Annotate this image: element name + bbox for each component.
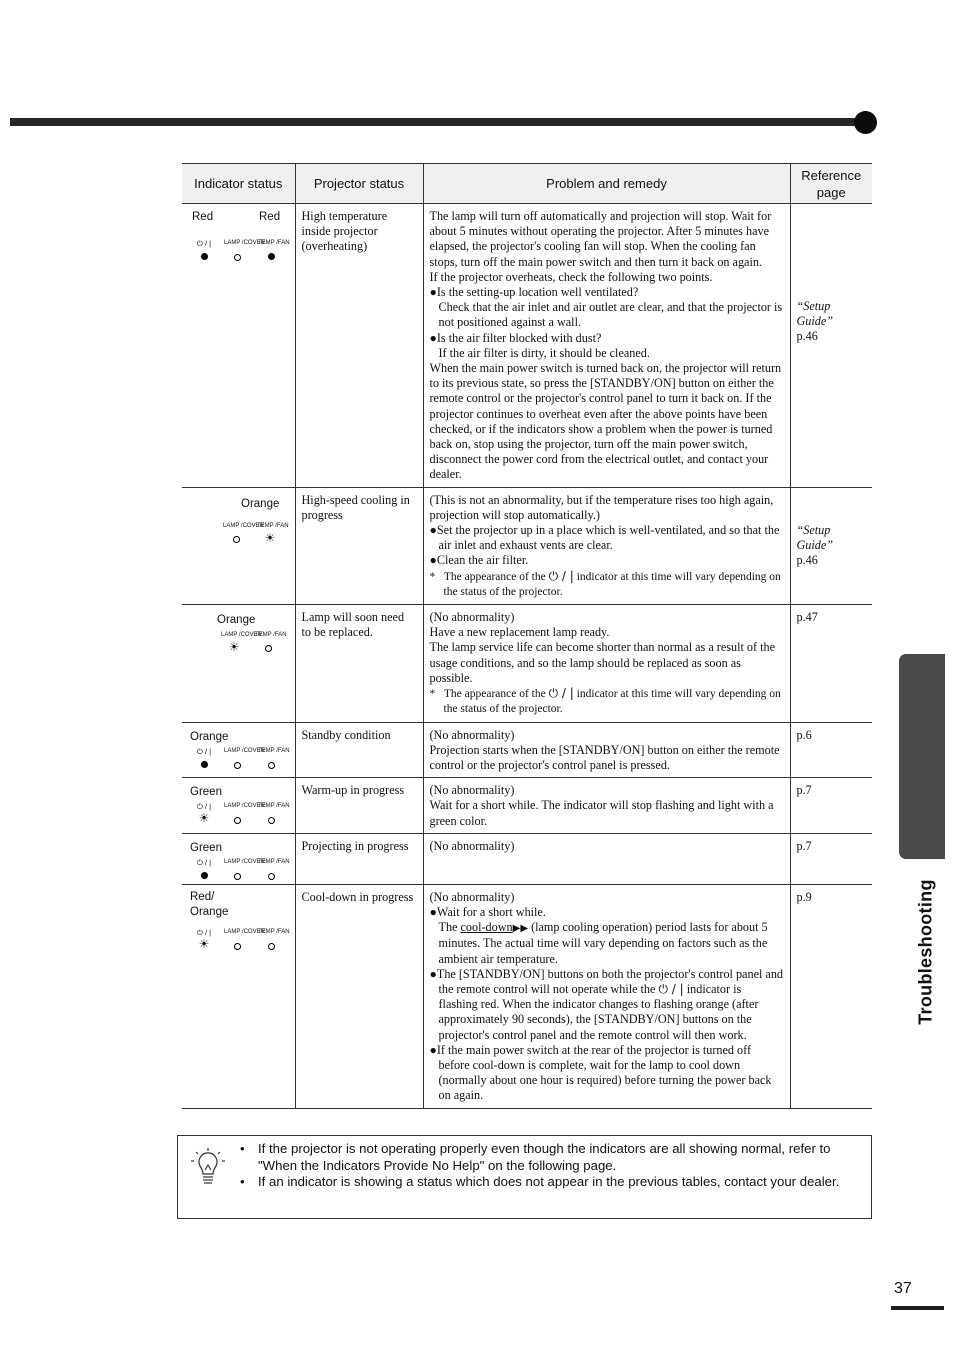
reference-page[interactable]: p.7	[796, 838, 812, 853]
indicator-color-left: Red	[192, 211, 214, 223]
temp-fan-indicator-icon: TEMP /FAN	[258, 928, 290, 935]
reference-guide-link[interactable]: “Setup Guide”	[796, 299, 834, 329]
remedy-bullet: ●Wait for a short while.	[429, 904, 546, 919]
remedy-cell	[423, 884, 790, 1108]
reference-cell	[790, 487, 872, 604]
indicator-cell	[182, 722, 295, 778]
reference-cell	[790, 884, 872, 1108]
section-tab-label: Troubleshooting	[915, 879, 936, 1025]
lamp-cover-indicator-icon: LAMP /COVER	[224, 803, 265, 810]
power-symbol-icon: ⏻ / |	[548, 686, 574, 701]
remedy-cell	[423, 722, 790, 778]
indicator-cell	[182, 778, 295, 834]
temp-fan-lamp-lit	[258, 252, 284, 263]
remedy-text: (No abnormality)	[429, 838, 515, 853]
remedy-bullet: ●The [STANDBY/ON] buttons on both the projector's control panel and the remote control will not operate while the ⏻ / | indicator is flashing red. When the indicator changes to flashing orange (after approximately 90 seconds), the [STANDBY/ON] buttons on the projector's control panel and the remote control will then work.	[429, 966, 784, 1042]
section-tab	[899, 654, 945, 859]
indicator-color: Orange	[217, 614, 256, 627]
power-indicator-icon: ⏻ / |	[196, 927, 212, 937]
reference-page[interactable]: p.9	[796, 889, 812, 904]
power-indicator-icon: ⏻ / |	[196, 746, 212, 756]
reference-cell	[790, 778, 872, 834]
temp-fan-lamp-off	[258, 872, 284, 883]
header-rule-dot	[854, 111, 877, 134]
temp-fan-lamp-off	[258, 816, 284, 827]
reference-page[interactable]: p.47	[796, 610, 818, 625]
remedy-text: (No abnormality)	[429, 610, 515, 625]
header-indicator-status: Indicator status	[182, 164, 295, 204]
power-lamp-flashing: ☀	[198, 811, 210, 826]
reference-page[interactable]: p.7	[796, 783, 812, 798]
remedy-text: The lamp service life can become shorter than normal as a result of the usage conditions, and so the lamp should be replaced as soon as possible.	[429, 640, 776, 685]
remedy-text: (No abnormality)	[429, 783, 515, 798]
remedy-cell	[423, 487, 790, 604]
lamp-cover-indicator-icon: LAMP /COVER	[224, 858, 265, 865]
reference-page[interactable]: p.6	[796, 727, 812, 742]
projector-status-cell: Projecting in progress	[295, 833, 423, 884]
temp-fan-indicator-icon: TEMP /FAN	[258, 803, 290, 810]
projector-status-cell: Cool-down in progress	[295, 884, 423, 1108]
indicator-cell	[182, 204, 295, 488]
temp-fan-indicator-icon: TEMP /FAN	[257, 522, 289, 529]
reference-cell	[790, 833, 872, 884]
indicator-cell	[182, 884, 295, 1108]
projector-status-cell: Lamp will soon need to be replaced.	[295, 605, 423, 722]
temp-fan-indicator-icon: TEMP /FAN	[258, 240, 290, 246]
temp-fan-lamp-off	[258, 761, 284, 772]
remedy-note: * The appearance of the ⏻ / | indicator at this time will vary depending on the status of the projector.	[429, 568, 781, 598]
lamp-cover-lamp-off	[224, 942, 250, 953]
remedy-cell	[423, 833, 790, 884]
remedy-text: Projection starts when the [STANDBY/ON] button on either the remote control or the projector's control panel is pressed.	[429, 742, 780, 772]
lamp-cover-indicator-icon: LAMP /COVER	[224, 928, 265, 935]
glossary-link-cool-down[interactable]: cool-down	[460, 920, 513, 935]
projector-status-cell: Warm-up in progress	[295, 778, 423, 834]
remedy-cell	[423, 778, 790, 834]
projector-status-cell: High temperature inside projector (overheating)	[295, 204, 423, 488]
temp-fan-indicator-icon: TEMP /FAN	[258, 858, 290, 865]
indicator-color-right: Orange	[241, 497, 280, 510]
table-row	[182, 204, 872, 488]
power-symbol-icon: ⏻ / |	[548, 568, 574, 583]
temp-fan-lamp-off	[255, 644, 281, 655]
remedy-cell	[423, 605, 790, 722]
tip-box	[177, 1135, 872, 1219]
remedy-text: (This is not an abnormality, but if the temperature rises too high again, projection will stop automatically.)	[429, 492, 774, 522]
lightbulb-tip-icon	[188, 1146, 228, 1196]
indicator-cell	[182, 605, 295, 722]
table-row	[182, 884, 872, 1108]
remedy-bullet-detail: The cool-down▶▶ (lamp cooling operation) period lasts for about 5 minutes. The actual time will vary depending on factors such as the ambient air temperature.	[438, 920, 768, 966]
remedy-bullet: ●Is the air filter blocked with dust?	[429, 330, 602, 345]
table-header-row	[182, 164, 872, 204]
lamp-cover-lamp-off	[224, 253, 250, 264]
power-lamp-flashing: ☀	[198, 936, 210, 951]
remedy-text: Have a new replacement lamp ready.	[429, 625, 610, 640]
lamp-cover-indicator-icon: LAMP /COVER	[224, 747, 265, 754]
indicator-color: Orange	[190, 730, 229, 743]
lamp-cover-indicator-icon: LAMP /COVER	[221, 632, 262, 639]
remedy-bullet-detail: Check that the air inlet and air outlet are clear, and that the projector is not positioned against a wall.	[438, 300, 783, 330]
lamp-cover-lamp-off	[223, 535, 249, 546]
remedy-bullet: ●If the main power switch at the rear of the projector is turned off before cool-down is complete, wait for the lamp to cool down (normally about one hour is required) before turning the power back on again.	[429, 1042, 772, 1103]
remedy-bullet: ●Is the setting-up location well ventilated?	[429, 285, 639, 300]
page-number: 37	[894, 1280, 912, 1297]
reference-page[interactable]: p.46	[796, 553, 818, 568]
remedy-text: When the main power switch is turned back on, the projector will return to its previous state, so press the [STANDBY/ON] button on either the remote control or the projector's control panel to turn it back on. If the projector continues to overheat even after the above points have been checked, or if the indicators show a problem when the power is turned back on, stop using the projector, turn off the main power switch, disconnect the power cord from the electrical outlet, and contact your dealer.	[429, 361, 782, 482]
indicator-cell	[182, 487, 295, 604]
temp-fan-lamp-off	[258, 942, 284, 953]
remedy-cell	[423, 204, 790, 488]
remedy-bullet-detail: If the air filter is dirty, it should be cleaned.	[438, 345, 650, 360]
glossary-arrow-icon: ▶▶	[512, 923, 529, 935]
header-rule	[10, 118, 868, 126]
power-indicator-icon: ⏻ / |	[196, 802, 212, 812]
projector-status-cell: High-speed cooling in progress	[295, 487, 423, 604]
reference-cell	[790, 605, 872, 722]
temp-fan-indicator-icon: TEMP /FAN	[255, 632, 287, 639]
reference-cell	[790, 722, 872, 778]
lamp-cover-lamp-off	[224, 816, 250, 827]
reference-guide-link[interactable]: “Setup Guide”	[796, 522, 834, 552]
power-lamp-lit	[191, 252, 217, 263]
header-reference-page: Reference page	[790, 164, 872, 204]
table-row	[182, 722, 872, 778]
temp-fan-indicator-icon: TEMP /FAN	[258, 747, 290, 754]
indicator-color: Green	[190, 841, 222, 854]
power-lamp-lit	[191, 871, 217, 882]
projector-status-cell: Standby condition	[295, 722, 423, 778]
table-row	[182, 487, 872, 604]
power-symbol-icon: ⏻ / |	[658, 981, 684, 996]
remedy-note: * The appearance of the ⏻ / | indicator at this time will vary depending on the status of the projector.	[429, 686, 781, 716]
indicator-color-right: Red	[259, 211, 281, 223]
reference-page[interactable]: p.46	[796, 329, 818, 344]
remedy-text: Wait for a short while. The indicator will stop flashing and light with a green color.	[429, 798, 774, 828]
tip-item: • If the projector is not operating properly even though the indicators are all showing normal, refer to "When the Indicators Provide No Help" on the following page.	[240, 1141, 831, 1173]
indicator-cell	[182, 833, 295, 884]
tip-list	[240, 1141, 862, 1191]
indicator-color: Green	[190, 786, 222, 799]
header-projector-status: Projector status	[295, 164, 423, 204]
table-row	[182, 778, 872, 834]
lamp-cover-lamp-off	[224, 761, 250, 772]
remedy-bullet: ●Set the projector up in a place which is well-ventilated, and so that the air inlet and exhaust vents are clear.	[429, 523, 780, 553]
remedy-text: (No abnormality)	[429, 889, 515, 904]
indicator-color: Red/ Orange	[190, 890, 229, 918]
table-row	[182, 605, 872, 722]
remedy-bullet: ●Clean the air filter.	[429, 553, 529, 568]
remedy-text: If the projector overheats, check the following two points.	[429, 269, 713, 284]
tip-item: • If an indicator is showing a status which does not appear in the previous tables, contact your dealer.	[240, 1174, 840, 1189]
lamp-cover-lamp-flashing: ☀	[228, 640, 240, 655]
table-row	[182, 833, 872, 884]
lamp-cover-indicator-icon: LAMP /COVER	[223, 522, 264, 529]
temp-fan-lamp-flashing: ☀	[264, 530, 276, 545]
indicator-status-table	[182, 163, 872, 1109]
lamp-cover-indicator-icon: LAMP /COVER	[224, 240, 265, 246]
reference-cell	[790, 204, 872, 488]
power-indicator-icon: ⏻ / |	[196, 857, 212, 867]
footer-rule	[891, 1306, 944, 1310]
remedy-text: (No abnormality)	[429, 727, 515, 742]
lamp-cover-lamp-off	[224, 872, 250, 883]
power-lamp-lit	[191, 760, 217, 771]
header-problem-remedy: Problem and remedy	[423, 164, 790, 204]
remedy-text: The lamp will turn off automatically and projection will stop. Wait for about 5 minutes without operating the projector. After 5 minutes have elapsed, the projector's cooling fan will stop. When the cooling fan stops, turn off the main power switch and then turn it back on again.	[429, 209, 772, 269]
power-indicator-icon: ⏻ / |	[196, 239, 212, 248]
